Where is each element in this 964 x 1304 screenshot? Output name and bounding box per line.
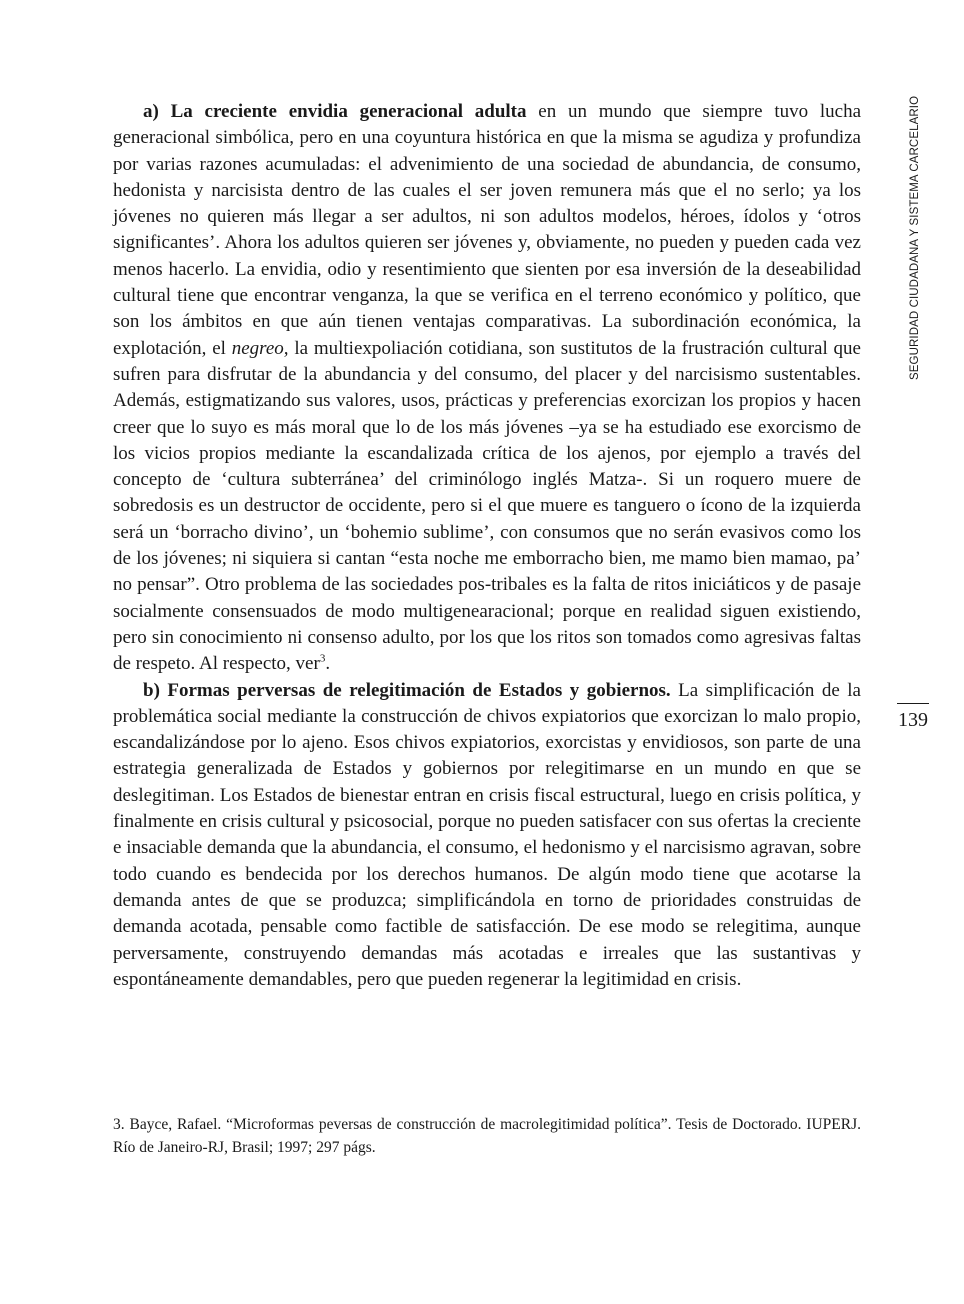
page-number: 139 [898,709,928,731]
page-number-rule [897,703,929,704]
paragraph-a-heading: a) La creciente envidia generacional adulta [143,101,527,122]
footnote-reference: 3 [319,652,326,665]
body-text [113,99,861,993]
paragraph-b-text: La simplificación de la problemática social mediante la construcción de chivos expiatorios que exorcizan lo malo propio, escandalizándose por lo ajeno. Esos chivos expiatorios, exorcistas y envidiosos, son parte de una estrategia generalizada de Estados y gobiernos por relegitimarse en un mundo en que se deslegitiman. Los Estados de bienestar entran en crisis fiscal estructural, luego en crisis política, y finalmente en crisis cultural y psicosocial, porque no pueden satisfacer con sus ofertas la creciente e insaciable demanda que la abundancia, el consumo, el hedonismo y el narcisismo agravan, sobre todo cuando es bendecida por los derechos humanos. De algún modo tiene que acotarse la demanda antes de que se produzca; simplificándola en torno de prioridades construidas de demanda acotada, pensable como factible de satisfacción. De ese modo se relegitima, aunque perversamente, construyendo demandas más acotadas e irreales que las sustantivas y espontáneamente demandables, pero que pueden regenerar la legitimidad en crisis. [113,679,861,990]
running-header-text: SEGURIDAD CIUDADANA Y SISTEMA CARCELARIO [909,95,921,380]
footnote: 3. Bayce, Rafael. “Microformas peversas de construcción de macrolegitimidad política”. Tesis de Doctorado. IUPERJ. Río de Janeiro-RJ, Brasil; 1997; 297 págs. [113,1116,861,1156]
paragraph-a-text-1: en un mundo que siempre tuvo lucha generacional simbólica, pero en una coyuntura histórica en que la misma se agudiza y profundiza por varias razones acumuladas: el advenimiento de una sociedad de abundancia, de consumo, hedonista y narcisista dentro de las cuales el ser joven remunera más que el no serlo; ya los jóvenes no quieren más llegar a ser adultos, ni son adultos modelos, héroes, ídolos y ‘otros significantes’. Ahora los adultos quieren ser jóvenes y, obviamente, no pueden y pueden cada vez menos hacerlo. La envidia, odio y resentimiento que sienten por esa inversión de la deseabilidad cultural tiene que encontrar venganza, la que se verifica en el terreno económico y político, que son los ámbitos en que aún tienen ventajas comparativas. La subordinación económica, la explotación, el [113,101,862,359]
paragraph-b [113,678,861,994]
paragraph-a [113,99,861,678]
paragraph-a-text-3: . [325,653,331,675]
paragraph-b-heading: b) Formas perversas de relegitimación de Estados y gobiernos. [143,679,671,701]
paragraph-a-text-2: la multiexpoliación cotidiana, son sustitutos de la frustración cultural que sufren para disfrutar de la abundancia y del consumo, del placer y del narcisismo sustentables. Además, estigmatizando sus valores, usos, prácticas y preferencias exorcizan los propios y hacen creer que lo suyo es más moral que lo de los más jóvenes –ya se ha estudiado ese exorcismo de los vicios propios mediante la escandalizada crítica de los ajenos, por ejemplo a través del concepto de ‘cultura subterránea’ del criminólogo inglés Matza-. Si un roquero muere de sobredosis es un destructor de occidente, pero si el que muere es tanguero o ícono de la izquierda será un ‘borracho divino’, un ‘bohemio sublime’, con consumos que no serán evasivos como los de los jóvenes; ni siquiera si cantan “esta noche me emborracho bien, me mamo bien mamao, pa’ no pensar”. Otro problema de las sociedades pos-tribales es la falta de ritos iniciáticos y de pasaje socialmente consensuados de modo multigenearacional; porque en realidad siguen existiendo, pero sin conocimiento ni consenso adulto, por los que los ritos son tomados como agresivas faltas de respeto. Al respecto, ver [113,337,861,675]
paragraph-a-italic: negreo, [231,337,289,359]
